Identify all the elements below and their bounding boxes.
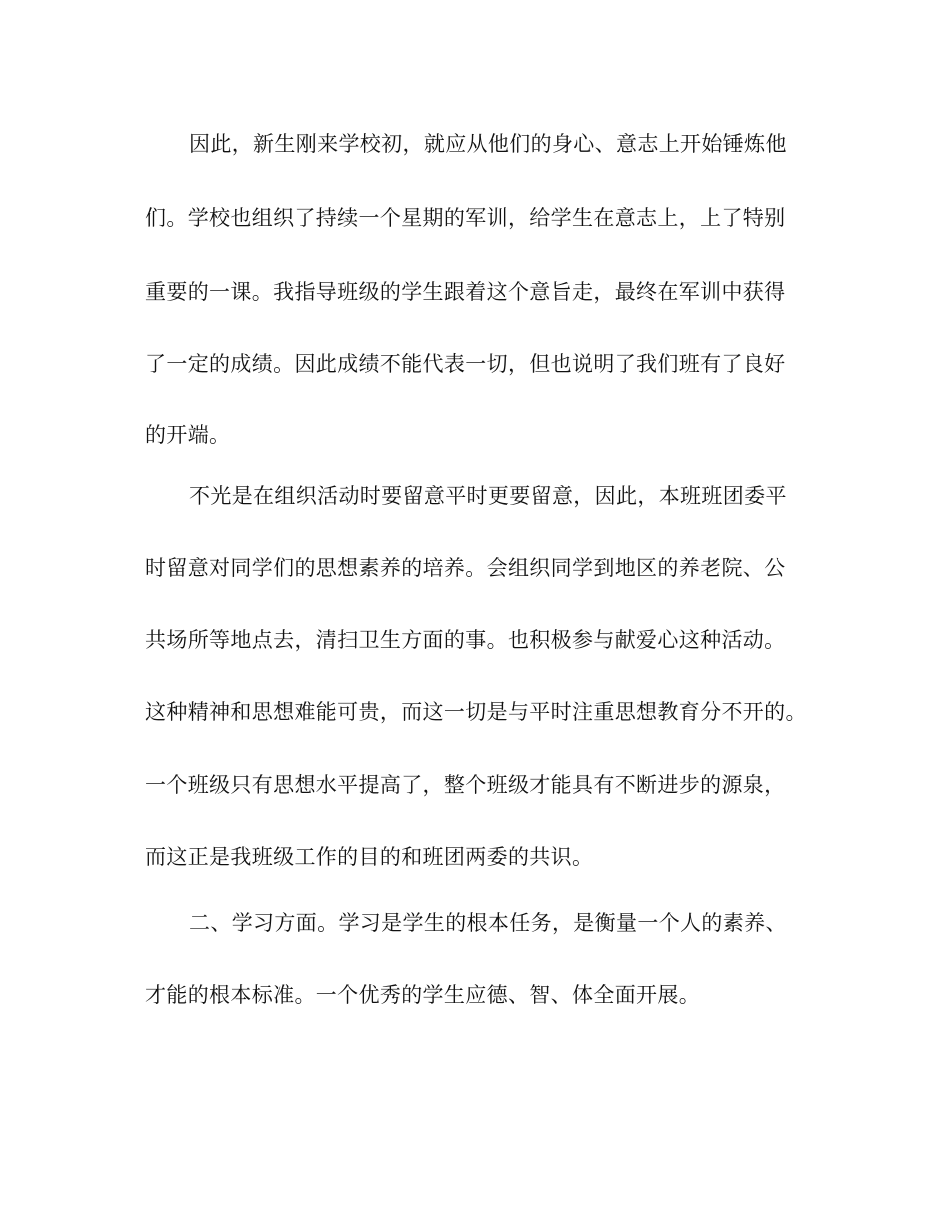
- paragraph-1-line-4: 了一定的成绩。因此成绩不能代表一切，但也说明了我们班有了良好: [145, 352, 786, 376]
- paragraph-2-line-1: 不光是在组织活动时要留意平时更要留意，因此，本班班团委平: [189, 484, 787, 508]
- paragraph-1-line-2: 们。学校也组织了持续一个星期的军训，给学生在意志上，上了特别: [145, 206, 786, 230]
- paragraph-1-line-3: 重要的一课。我指导班级的学生跟着这个意旨走，最终在军训中获得: [145, 280, 786, 304]
- paragraph-2-line-5: 一个班级只有思想水平提高了，整个班级才能具有不断进步的源泉，: [145, 773, 786, 797]
- paragraph-2-line-3: 共场所等地点去，清扫卫生方面的事。也积极参与献爱心这种活动。: [145, 628, 786, 652]
- paragraph-2-line-4: 这种精神和思想难能可贵，而这一切是与平时注重思想教育分不开的。: [145, 700, 807, 724]
- paragraph-1-line-5: 的开端。: [145, 423, 231, 447]
- paragraph-2-line-2: 时留意对同学们的思想素养的培养。会组织同学到地区的养老院、公: [145, 556, 786, 580]
- paragraph-3-line-1: 二、学习方面。学习是学生的根本任务，是衡量一个人的素养、: [189, 911, 787, 935]
- paragraph-2-line-6: 而这正是我班级工作的目的和班团两委的共识。: [145, 845, 594, 869]
- paragraph-3-line-2: 才能的根本标准。一个优秀的学生应德、智、体全面开展。: [145, 983, 701, 1007]
- paragraph-1-line-1: 因此，新生刚来学校初，就应从他们的身心、意志上开始锤炼他: [189, 132, 787, 156]
